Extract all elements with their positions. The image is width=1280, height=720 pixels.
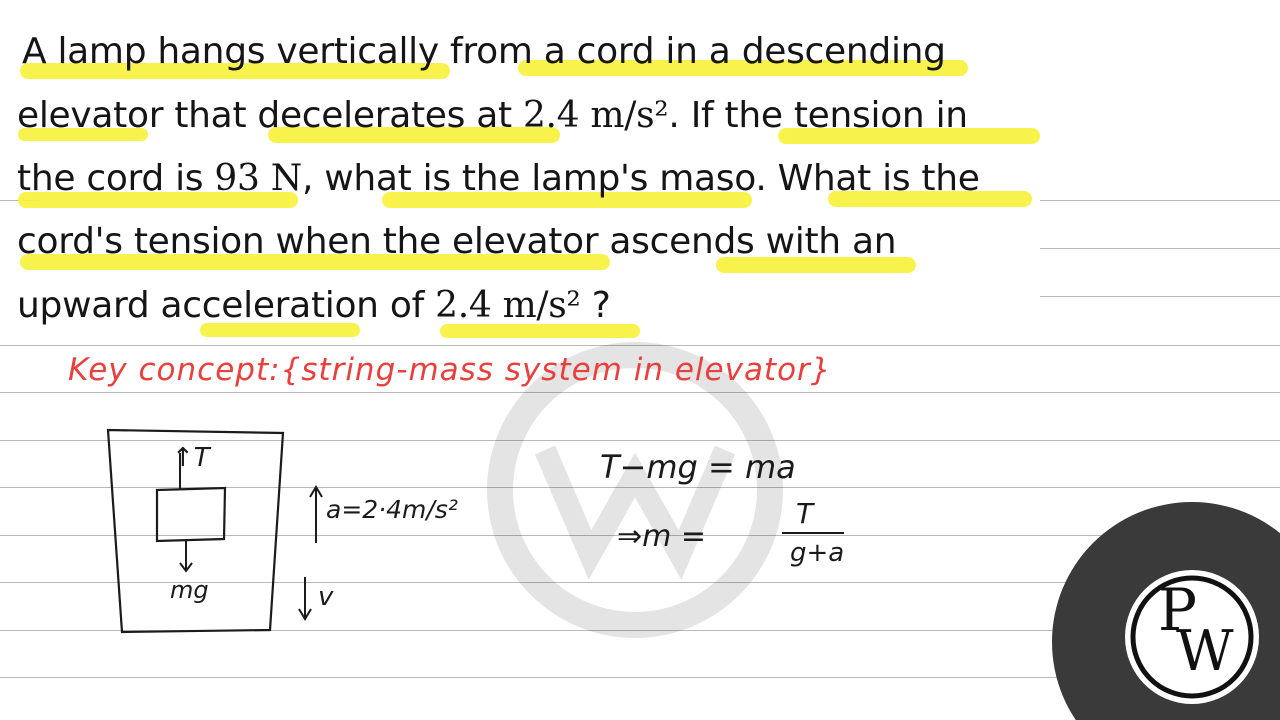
lamp-block (157, 488, 225, 541)
question-text: elevator that decelerates at (17, 95, 523, 136)
tension-label: ↑T (172, 443, 210, 473)
question-text: . If the tension in (668, 95, 968, 136)
math-value: 2.4 m/s² (522, 95, 669, 136)
weight-arrow (180, 541, 192, 571)
ruled-line (1040, 248, 1280, 249)
question-line-5 (17, 284, 611, 328)
question-text: upward acceleration of (17, 285, 436, 326)
equation-mass-numerator: T (796, 497, 814, 530)
math-value: 2.4 m/s² (435, 285, 581, 326)
question-line-4 (17, 220, 896, 264)
question-line-2 (17, 94, 968, 138)
logo-letter-w: W (1176, 619, 1234, 684)
fraction-bar (782, 532, 844, 534)
velocity-label: v (318, 582, 334, 612)
acceleration-arrow (310, 487, 322, 543)
weight-label: mg (170, 576, 209, 604)
velocity-arrow (299, 577, 311, 619)
equation-force-balance: T−mg = ma (600, 448, 796, 486)
logo-letter-p: P (1158, 576, 1198, 644)
equation-mass-denominator: g+a (790, 538, 845, 568)
question-text: , what is the lamp's maso. What is the (301, 158, 980, 199)
math-value: 93 N (214, 158, 302, 199)
question-text: A lamp hangs vertically from a cord in a descending (22, 31, 946, 72)
pw-logo (1052, 502, 1280, 720)
question-text: ? (580, 285, 611, 326)
question-line-3 (17, 157, 980, 201)
key-concept-note: Key concept:{string-mass system in elevator} (68, 352, 832, 388)
question-text: the cord is (17, 158, 215, 199)
acceleration-label: a=2·4m/s² (326, 495, 458, 524)
equation-mass-lhs: ⇒m = (617, 519, 707, 554)
elevator-diagram (100, 425, 350, 640)
ruled-line (1040, 200, 1280, 201)
question-text: cord's tension when the elevator ascends with an (17, 221, 897, 262)
question-line-1 (22, 30, 946, 74)
ruled-line (1040, 296, 1280, 297)
